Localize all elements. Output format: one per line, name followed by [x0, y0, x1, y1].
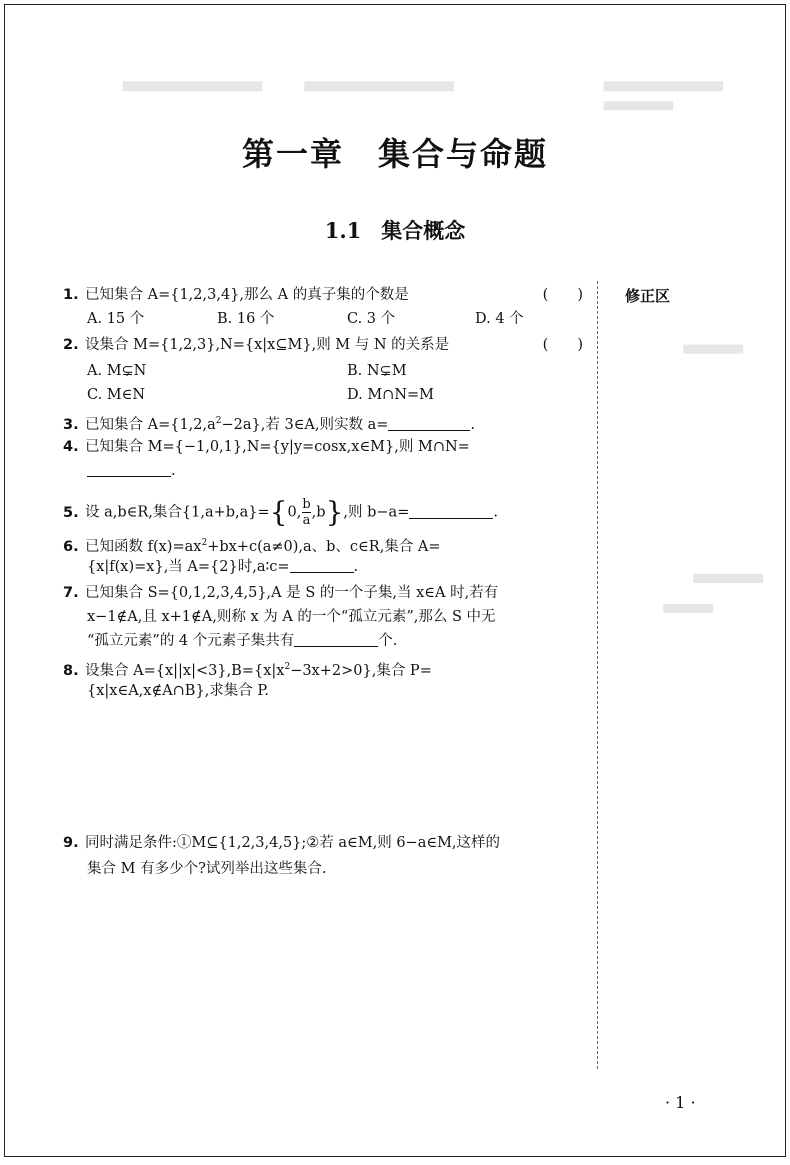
question-text: {x|f(x)=x},当 A={2}时,a∶c=: [87, 559, 290, 575]
question-end: 个.: [378, 633, 398, 649]
question-number: 8.: [63, 662, 79, 679]
section-title: [5, 215, 785, 245]
answer-blank[interactable]: [388, 415, 470, 431]
question-3: [63, 411, 585, 435]
option-b: B. 16 个: [217, 311, 275, 327]
section-number: 1.1: [324, 218, 362, 243]
question-end: .: [493, 504, 498, 521]
question-text: 设 a,b∈R,集合{1,a+b,a}=: [85, 504, 270, 521]
question-text: 已知函数 f(x)=ax: [85, 538, 202, 555]
option-a: A. M⊊N: [87, 363, 147, 379]
option-c: C. 3 个: [347, 311, 396, 327]
question-text: {x|x∈A,x∉A∩B},求集合 P.: [87, 683, 269, 699]
question-text: 设集合 M={1,2,3},N={x|x⊆M},则 M 与 N 的关系是: [85, 337, 450, 353]
question-1: [63, 285, 585, 305]
textbook-page: [4, 4, 786, 1157]
margin-divider: [597, 281, 598, 1069]
question-text: 同时满足条件:①M⊆{1,2,3,4,5};②若 a∈M,则 6−a∈M,这样的: [85, 835, 501, 851]
question-text-cont: −3x+2>0},集合 P=: [290, 662, 432, 679]
question-text-cont: −2a},若 3∈A,则实数 a=: [221, 416, 389, 433]
question-text: 已知集合 M={−1,0,1},N={y|y=cosx,x∈M},则 M∩N=: [85, 439, 470, 455]
page-number: · 1 ·: [665, 1093, 696, 1112]
answer-blank[interactable]: [409, 503, 493, 519]
option-d: D. M∩N=M: [347, 387, 435, 403]
fraction: [302, 497, 310, 528]
question-number: 4.: [63, 439, 79, 455]
exponent: 2: [201, 538, 208, 548]
chapter-title: 第一章 集合与命题: [241, 135, 548, 173]
question-7-line2: [87, 607, 585, 627]
question-text: 已知集合 A={1,2,3,4},那么 A 的真子集的个数是: [85, 287, 409, 303]
option-a: A. 15 个: [87, 311, 145, 327]
question-8: [63, 657, 585, 681]
question-text: 设集合 A={x||x|<3},B={x|x: [85, 662, 285, 679]
question-5: [63, 497, 585, 528]
option-b: B. N⊊M: [347, 363, 407, 379]
question-text-cont: +bx+c(a≠0),a、b、c∈R,集合 A=: [207, 538, 441, 555]
question-7: [63, 583, 585, 603]
question-7-line3: [87, 631, 585, 651]
bleed-through-marks: [5, 5, 785, 1156]
question-2: [63, 335, 585, 355]
question-6-line2: [87, 557, 585, 577]
answer-parentheses: ( ): [542, 337, 583, 353]
brace-close: }: [325, 495, 344, 529]
fraction-numerator: b: [302, 497, 311, 512]
question-6: [63, 533, 585, 557]
question-number: 9.: [63, 835, 79, 851]
question-9-line2: [87, 859, 585, 879]
revision-area-label: 修正区: [625, 287, 671, 305]
question-end: .: [470, 416, 476, 433]
question-text: 集合 M 有多少个?试列举出这些集合.: [87, 861, 327, 877]
question-text: “孤立元素”的 4 个元素子集共有: [87, 633, 295, 649]
answer-blank[interactable]: [294, 631, 378, 647]
option-d: D. 4 个: [475, 311, 524, 327]
question-number: 3.: [63, 416, 79, 433]
question-end: .: [171, 463, 176, 479]
question-number: 5.: [63, 504, 79, 521]
answer-blank[interactable]: [87, 461, 171, 477]
set-element: ,b: [311, 504, 326, 521]
question-number: 1.: [63, 287, 79, 303]
question-4-line2: [87, 461, 585, 481]
set-element: 0,: [287, 504, 302, 521]
question-text-cont: ,则 b−a=: [343, 504, 410, 521]
question-number: 7.: [63, 585, 79, 601]
section-name: 集合概念: [381, 219, 466, 243]
option-c: C. M∈N: [87, 387, 146, 403]
brace-open: {: [269, 495, 288, 529]
question-text: 已知集合 S={0,1,2,3,4,5},A 是 S 的一个子集,当 x∈A 时,若有: [85, 585, 499, 601]
answer-blank[interactable]: [290, 557, 354, 573]
question-end: .: [353, 559, 359, 575]
question-4: [63, 437, 585, 457]
question-9: [63, 833, 585, 853]
question-text: x−1∉A,且 x+1∉A,则称 x 为 A 的一个“孤立元素”,那么 S 中无: [87, 609, 496, 625]
exponent: 2: [215, 416, 222, 426]
question-number: 2.: [63, 337, 79, 353]
exponent: 2: [284, 662, 291, 672]
fraction-denominator: a: [302, 513, 311, 528]
answer-parentheses: ( ): [542, 287, 583, 303]
question-text: 已知集合 A={1,2,a: [85, 416, 216, 433]
question-8-line2: [87, 681, 585, 701]
question-number: 6.: [63, 538, 79, 555]
